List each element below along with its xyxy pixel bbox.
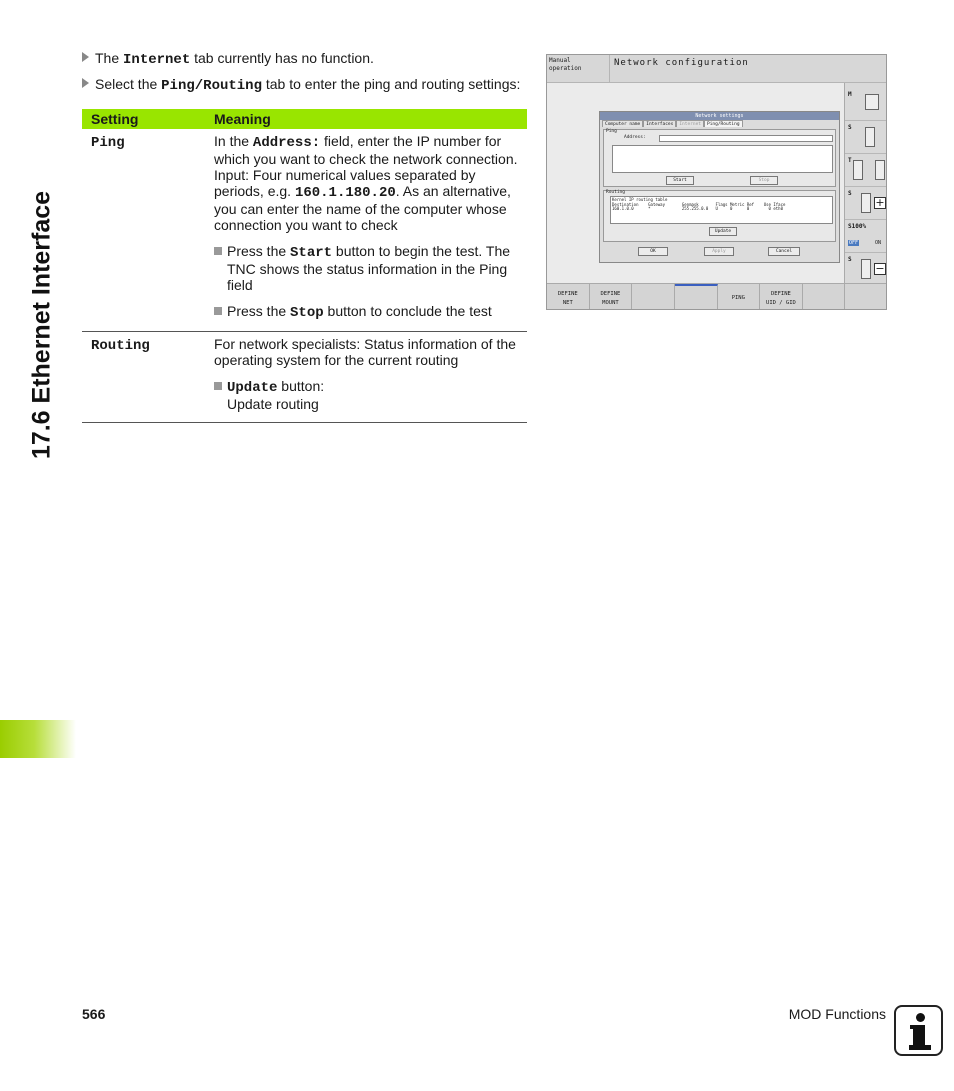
setting-ping: Ping — [91, 135, 125, 151]
table-header — [82, 109, 527, 129]
status-sidebar — [844, 83, 887, 283]
bullet-square-icon — [214, 247, 222, 255]
bullet-square-icon — [214, 382, 222, 390]
softkey-t[interactable]: T — [845, 154, 887, 187]
address-input[interactable] — [659, 135, 833, 142]
settings-table — [82, 109, 527, 423]
ping-output — [612, 145, 833, 173]
machine-icon — [865, 94, 879, 110]
tab-ping-routing[interactable]: Ping/Routing — [704, 120, 743, 127]
dialog-title: Network settings — [600, 112, 839, 120]
softkey-s[interactable]: S — [845, 121, 887, 154]
dialog-tabs — [600, 120, 839, 127]
intro-bullet-internet: The Internet tab currently has no function. — [82, 50, 374, 68]
apply-button[interactable]: Apply — [704, 247, 734, 256]
tool-icon — [853, 160, 863, 180]
routing-table-text: Kernel IP routing table Destination Gateway Genmask Flags Metric Ref Use Iface 160.1.0.0 * 255.255.0.0 U 0 0 0 eth0 — [612, 197, 786, 211]
softkey-define-uid-gid[interactable]: DEFINE UID / GID — [760, 284, 803, 310]
bullet-arrow-icon — [82, 52, 89, 62]
softkey-s-plus[interactable]: S + — [845, 187, 887, 220]
chapter-tab-marker — [0, 720, 76, 758]
bullet-square-icon — [214, 307, 222, 315]
meaning-ping: In the Address: field, enter the IP number for which you want to check the network connection. Input: Four numerical values separated by periods, e.g. 160.1.180.20. As an alternative, you can enter the name of the computer whose connection you want to check Press the Start button to begin the test. The TNC shows the status information in the Ping field Press the Stop button to conclude the test — [214, 133, 518, 321]
operating-mode: Manual operation — [549, 57, 582, 72]
page-number: 566 — [82, 1006, 106, 1022]
setting-routing: Routing — [91, 338, 150, 354]
routing-output — [610, 196, 833, 224]
network-settings-dialog — [599, 111, 840, 263]
softkey-empty-3[interactable] — [803, 284, 846, 310]
info-icon — [894, 1005, 943, 1056]
spindle-icon — [861, 259, 871, 279]
tnc-screenshot — [546, 54, 887, 310]
softkey-define-mount[interactable]: DEFINE MOUNT — [590, 284, 633, 310]
update-button[interactable]: Update — [709, 227, 737, 236]
off-label: OFF — [849, 240, 859, 246]
table-row-ping — [82, 129, 527, 332]
screen-header — [547, 55, 887, 83]
plus-icon: + — [875, 196, 885, 209]
chapter-side-title — [22, 190, 62, 460]
softkey-define-net[interactable]: DEFINE NET — [547, 284, 590, 310]
softkey-empty-4[interactable] — [845, 284, 887, 310]
tab-computer-name[interactable]: Computer name — [602, 120, 643, 127]
cancel-button[interactable]: Cancel — [768, 247, 800, 256]
softkey-s100[interactable]: S100% OFF ON — [845, 220, 887, 253]
spindle-icon — [861, 193, 871, 213]
header-meaning: Meaning — [214, 111, 271, 127]
address-label: Address: — [624, 135, 646, 140]
softkey-bar — [547, 283, 887, 310]
ping-group — [603, 129, 836, 187]
section-name: MOD Functions — [788, 1006, 886, 1022]
routing-group-label: Routing — [606, 190, 625, 195]
tab-interfaces[interactable]: Interfaces — [643, 120, 676, 127]
stop-button[interactable]: Stop — [750, 176, 778, 185]
softkey-s-minus[interactable]: S − — [845, 253, 887, 286]
softkey-empty-2[interactable] — [675, 284, 718, 310]
intro-bullet-ping-routing: Select the Ping/Routing tab to enter the ping and routing settings: — [82, 76, 520, 94]
screen-title: Network configuration — [609, 55, 887, 83]
softkey-ping[interactable]: PING — [718, 284, 761, 310]
ping-group-label: Ping — [606, 129, 617, 134]
header-setting: Setting — [91, 111, 139, 127]
tool-icon — [875, 160, 885, 180]
on-label: ON — [875, 240, 882, 246]
routing-group — [603, 190, 836, 242]
spindle-icon — [865, 127, 875, 147]
softkey-m[interactable]: M — [845, 88, 887, 121]
ok-button[interactable]: OK — [638, 247, 668, 256]
tab-internet[interactable]: Internet — [676, 120, 704, 127]
minus-icon: − — [875, 262, 885, 275]
softkey-empty-1[interactable] — [632, 284, 675, 310]
bullet-arrow-icon — [82, 78, 89, 88]
start-button[interactable]: Start — [666, 176, 694, 185]
meaning-routing: For network specialists: Status information of the operating system for the current routing Update button: Update routing — [214, 336, 516, 412]
chapter-title-text: 17.6 Ethernet Interface — [27, 190, 56, 460]
table-row-routing — [82, 332, 527, 423]
